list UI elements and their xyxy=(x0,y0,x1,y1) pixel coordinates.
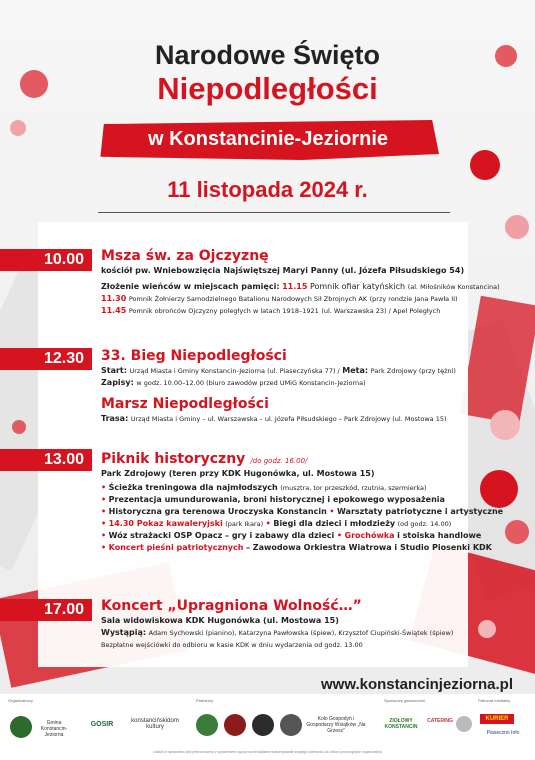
partner-badge-icon xyxy=(280,714,302,736)
run-signup xyxy=(101,377,501,389)
signup-label: Zapisy: xyxy=(101,378,134,387)
wreaths-row xyxy=(101,281,501,293)
event-place: Sala widowiskowa KDK Hugonówka (ul. Mostowa 15) xyxy=(101,616,339,625)
event-title: Msza św. za Ojczyznę xyxy=(101,248,269,264)
date-divider xyxy=(98,212,450,213)
confetti-dot xyxy=(470,150,500,180)
event-title: 33. Bieg Niepodległości xyxy=(101,348,287,364)
event-date: 11 listopada 2024 r. xyxy=(167,177,368,202)
ribbon-text: w Konstancinie-Jeziornie xyxy=(147,128,389,150)
partners-label: Partnerzy xyxy=(196,698,214,703)
run-start xyxy=(101,365,501,377)
performers-row xyxy=(101,627,501,639)
march-route xyxy=(101,413,501,425)
catering-logo: CATERING xyxy=(427,718,453,724)
sponsor-label: Sponsorzy gastronomii xyxy=(384,698,425,703)
kgw-logo: Koło Gospodyń i Gospodarzy Wsiątków „Na Grzesz” xyxy=(306,716,366,734)
route-label: Trasa: xyxy=(101,414,129,423)
event-title: Piknik historyczny xyxy=(101,451,246,467)
sponsor-badge-icon xyxy=(456,716,472,732)
kurier-logo: KURIER xyxy=(480,714,514,724)
time-badge: 17.00 xyxy=(0,599,92,621)
start-label: Start: xyxy=(101,366,127,375)
wreath-text: Pomnik Żołnierzy Samodzielnego Batalionu Narodowych Sił Zbrojnych AK xyxy=(128,295,368,303)
time-badge: 13.00 xyxy=(0,449,92,471)
media-label: Patronat medialny xyxy=(478,698,511,703)
event-concert xyxy=(101,597,501,651)
kdk-logo: konstancińskidom kultury xyxy=(131,718,179,730)
event-title: Marsz Niepodległości xyxy=(101,396,269,412)
list-item: • Prezentacja umundurowania, broni historycznej i epokowego wyposażenia xyxy=(101,495,445,504)
partner-badge-icon xyxy=(224,714,246,736)
footer-note: Udział w wydarzeniu jest jednoznaczny z wyrażeniem zgody na nieodpłatne wykorzystanie swojego wizerunku do celów promocyjnych organizatora xyxy=(153,750,382,754)
start-text: Urząd Miasta i Gminy Konstancin-Jeziorna (ul. Piaseczyńska 77) / xyxy=(129,367,340,375)
organizers-label: Organizatorzy xyxy=(8,698,33,703)
wreath-text: Pomnik obrońców Ojczyzny poległych w latach 1918–1921 xyxy=(128,307,319,315)
wreath-time: 11.15 xyxy=(282,282,308,291)
time-badge: 12.30 xyxy=(0,348,92,370)
wreath-row xyxy=(101,293,501,305)
title-note: /do godz. 16.00/ xyxy=(250,457,308,465)
wreaths-label: Złożenie wieńców w miejscach pamięci: xyxy=(101,282,280,291)
piaseczno-logo: Piaseczno Info xyxy=(486,730,520,736)
confetti-dot xyxy=(10,120,26,136)
performers-label: Wystąpią: xyxy=(101,628,147,637)
wreath-time: 11.45 xyxy=(101,306,127,315)
list-item: • Historyczna gra terenowa Uroczyska Konstancin • Warsztaty patriotyczne i artystyczne xyxy=(101,507,504,516)
event-place: Park Zdrojowy (teren przy KDK Hugonówka, ul. Mostowa 15) xyxy=(101,469,375,478)
wreath-note: (ul. Warszawska 23) / Apel Poległych xyxy=(321,307,441,315)
wreath-note: (przy rondzie Jana Pawła II) xyxy=(369,295,458,303)
event-title: Koncert „Upragniona Wolność…” xyxy=(101,598,362,614)
ziolowy-logo: ZIOŁOWY KONSTANCIN xyxy=(384,718,418,730)
partner-badge-icon xyxy=(252,714,274,736)
route-text: Urząd Miasta i Gminy – ul. Warszawska – ul. Józefa Piłsudskiego – Park Zdrojowy (ul. Mostowa 15) xyxy=(130,415,447,423)
tickets-info: Bezpłatne wejściówki do odbioru w kasie KDK w dniu wydarzenia od godz. 13.00 xyxy=(101,641,363,649)
title-line1: Narodowe Święto xyxy=(154,40,381,70)
time-badge: 10.00 xyxy=(0,249,92,271)
gmina-logo: Gmina Konstancin-Jeziorna xyxy=(40,720,68,738)
meta-label: Meta: xyxy=(342,366,369,375)
picnic-title-row xyxy=(101,448,501,468)
list-item: • 14.30 Pokaz kawaleryjski (park Ikara) • Biegi dla dzieci i młodzieży (od godz. 14.00) xyxy=(101,519,452,528)
list-item: • Ścieżka treningowa dla najmłodszych (musztra, tor przeszkód, rzutnia, szermierka) xyxy=(101,483,427,492)
wreath-note: (al. Miłośników Konstancina) xyxy=(407,283,500,291)
poster-header xyxy=(0,40,535,106)
wreath-time: 11.30 xyxy=(101,294,127,303)
gmina-crest-icon xyxy=(10,716,32,738)
wreath-row xyxy=(101,305,501,317)
list-item: • Koncert pieśni patriotycznych – Zawodowa Orkiestra Wiatrowa i Studio Piosenki KDK xyxy=(101,543,492,552)
event-run xyxy=(101,347,501,425)
signup-text: w godz. 10.00–12.00 (biuro zawodów przed UMiG Konstancin-Jeziorna) xyxy=(136,379,366,387)
gosir-logo: GOSIR xyxy=(90,721,114,728)
list-item: • Wóz strażacki OSP Opacz – gry i zabawy dla dzieci • Grochówka i stoiska handlowe xyxy=(101,531,482,540)
wreath-text: Pomnik ofiar katyńskich xyxy=(309,282,406,291)
confetti-dot xyxy=(12,420,26,434)
footer-logos xyxy=(0,694,535,760)
event-place: kościół pw. Wniebowzięcia Najświętszej Maryi Panny (ul. Józefa Piłsudskiego 54) xyxy=(101,266,465,275)
partner-badge-icon xyxy=(196,714,218,736)
confetti-dot xyxy=(505,215,529,239)
meta-text: Park Zdrojowy (przy tężni) xyxy=(370,367,456,375)
event-picnic xyxy=(101,448,504,554)
title-line2: Niepodległości xyxy=(157,71,378,106)
website-link[interactable]: www.konstancinjeziorna.pl xyxy=(321,676,513,693)
confetti-dot xyxy=(505,520,529,544)
event-mass xyxy=(101,247,501,317)
performers-text: Adam Sychowski (pianino), Katarzyna Pawłowska (śpiew), Krzysztof Ciupiński-Świątek (śpiew) xyxy=(148,629,454,637)
